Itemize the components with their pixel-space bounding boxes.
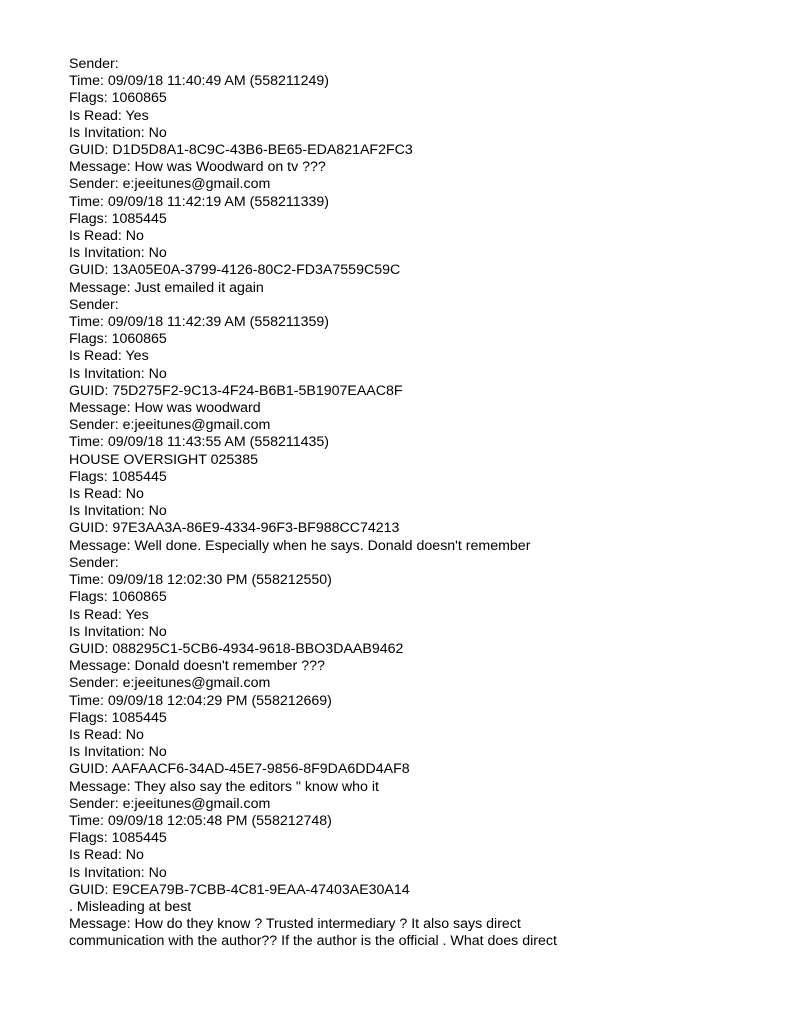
line-message: Message: How do they know ? Trusted intermediary ? It also says direct	[69, 916, 521, 933]
line-flags: Flags: 1060865	[69, 589, 167, 606]
line-is-invitation: Is Invitation: No	[69, 623, 167, 640]
line-sender: Sender: e:jeeitunes@gmail.com	[69, 417, 271, 434]
line-is-read: Is Read: Yes	[69, 606, 149, 623]
line-message: Message: Just emailed it again	[69, 279, 264, 296]
line-sender: Sender: e:jeeitunes@gmail.com	[69, 675, 271, 692]
line-sender: Sender:	[69, 554, 119, 571]
line-flags: Flags: 1060865	[69, 90, 167, 107]
line-is-read: Is Read: Yes	[69, 348, 149, 365]
line-is-read: Is Read: Yes	[69, 107, 149, 124]
line-guid: GUID: 088295C1-5CB6-4934-9618-BBO3DAAB9462	[69, 640, 404, 657]
line-guid: GUID: D1D5D8A1-8C9C-43B6-BE65-EDA821AF2FC3	[69, 142, 413, 159]
line-guid: GUID: E9CEA79B-7CBB-4C81-9EAA-47403AE30A14	[69, 881, 410, 898]
line-is-read: Is Read: No	[69, 228, 144, 245]
line-time: Time: 09/09/18 11:40:49 AM (558211249)	[69, 73, 330, 90]
line-message: Message: They also say the editors " know who it	[69, 778, 379, 795]
line-flags: Flags: 1085445	[69, 210, 167, 227]
line-message: Message: Donald doesn't remember ???	[69, 658, 325, 675]
line-guid: GUID: 13A05E0A-3799-4126-80C2-FD3A7559C59C	[69, 262, 401, 279]
line-is-invitation: Is Invitation: No	[69, 365, 167, 382]
line-sender: Sender:	[69, 296, 119, 313]
line-guid: GUID: 97E3AA3A-86E9-4334-96F3-BF988CC74213	[69, 520, 400, 537]
line-time: Time: 09/09/18 12:04:29 PM (558212669)	[69, 692, 332, 709]
line-is-invitation: Is Invitation: No	[69, 245, 167, 262]
line-is-invitation: Is Invitation: No	[69, 864, 167, 881]
line-time: Time: 09/09/18 11:43:55 AM (558211435)	[69, 434, 330, 451]
line-bates-stamp: HOUSE OVERSIGHT 025385	[69, 451, 258, 468]
line-guid: GUID: AAFAACF6-34AD-45E7-9856-8F9DA6DD4AF8	[69, 761, 410, 778]
line-is-read: Is Read: No	[69, 726, 144, 743]
line-time: Time: 09/09/18 11:42:39 AM (558211359)	[69, 314, 330, 331]
line-sender: Sender: e:jeeitunes@gmail.com	[69, 795, 271, 812]
line-is-read: Is Read: No	[69, 486, 144, 503]
line-flags: Flags: 1085445	[69, 830, 167, 847]
line-sender: Sender: e:jeeitunes@gmail.com	[69, 176, 271, 193]
line-flags: Flags: 1085445	[69, 709, 167, 726]
line-flags: Flags: 1085445	[69, 468, 167, 485]
line-message: Message: Well done. Especially when he says. Donald doesn't remember	[69, 537, 531, 554]
line-is-invitation: Is Invitation: No	[69, 744, 167, 761]
line-sender: Sender:	[69, 56, 119, 72]
line-is-invitation: Is Invitation: No	[69, 124, 167, 141]
line-time: Time: 09/09/18 12:02:30 PM (558212550)	[69, 572, 332, 589]
line-is-read: Is Read: No	[69, 847, 144, 864]
line-message: Message: How was Woodward on tv ???	[69, 159, 326, 176]
line-message: Message: How was woodward	[69, 400, 261, 417]
line-message-fragment: . Misleading at best	[69, 898, 192, 915]
line-flags: Flags: 1060865	[69, 331, 167, 348]
line-is-invitation: Is Invitation: No	[69, 503, 167, 520]
line-time: Time: 09/09/18 11:42:19 AM (558211339)	[69, 193, 330, 210]
document-page	[69, 56, 769, 951]
line-message-continuation: communication with the author?? If the author is the official . What does direct	[69, 933, 557, 950]
line-guid: GUID: 75D275F2-9C13-4F24-B6B1-5B1907EAAC8F	[69, 382, 403, 399]
line-time: Time: 09/09/18 12:05:48 PM (558212748)	[69, 812, 332, 829]
